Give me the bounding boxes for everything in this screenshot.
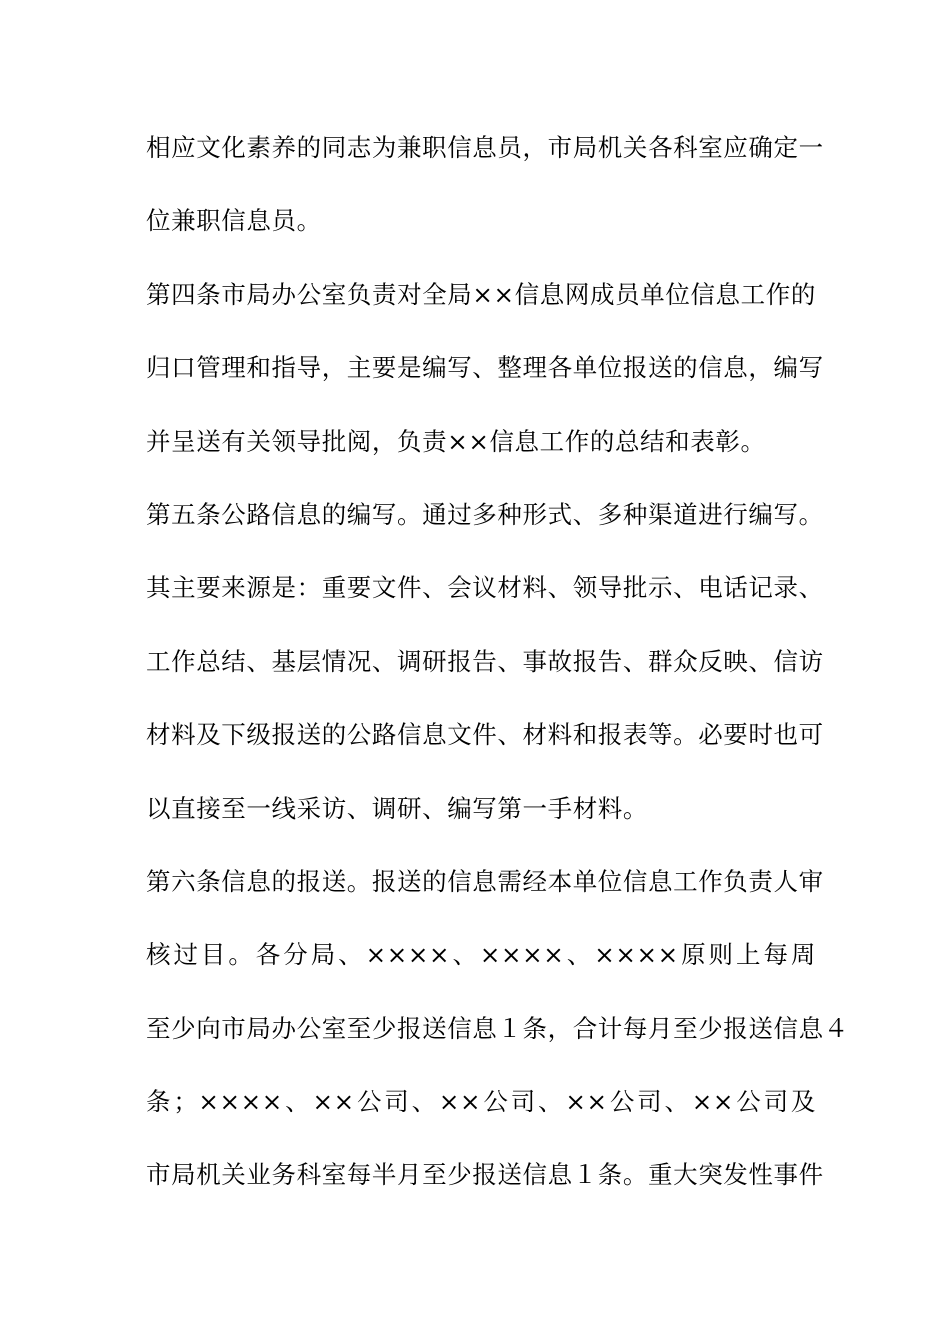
text-line: 材料及下级报送的公路信息文件、材料和报表等。必要时也可 — [146, 720, 824, 750]
text-line: 位兼职信息员。 — [146, 206, 322, 236]
text-line: 至少向市局办公室至少报送信息１条，合计每月至少报送信息４ — [146, 1013, 849, 1043]
text-line: 第四条市局办公室负责对全局××信息网成员单位信息工作的 — [146, 279, 816, 309]
text-line: 相应文化素养的同志为兼职信息员，市局机关各科室应确定一 — [146, 133, 824, 162]
text-line: 核过目。各分局、××××、××××、××××原则上每周 — [146, 940, 816, 970]
document-body — [146, 128, 849, 1229]
text-line: 第六条信息的报送。报送的信息需经本单位信息工作负责人审 — [146, 866, 824, 896]
text-line: 其主要来源是：重要文件、会议材料、领导批示、电话记录、 — [146, 573, 824, 603]
text-line: 市局机关业务科室每半月至少报送信息１条。重大突发性事件 — [146, 1160, 824, 1190]
text-line: 条；××××、××公司、××公司、××公司、××公司及 — [146, 1087, 816, 1117]
text-line: 第五条公路信息的编写。通过多种形式、多种渠道进行编写。 — [146, 499, 824, 529]
text-line: 归口管理和指导，主要是编写、整理各单位报送的信息，编写 — [146, 353, 824, 383]
text-line: 并呈送有关领导批阅，负责××信息工作的总结和表彰。 — [146, 426, 766, 456]
text-line: 工作总结、基层情况、调研报告、事故报告、群众反映、信访 — [146, 646, 824, 676]
text-line: 以直接至一线采访、调研、编写第一手材料。 — [146, 793, 648, 823]
